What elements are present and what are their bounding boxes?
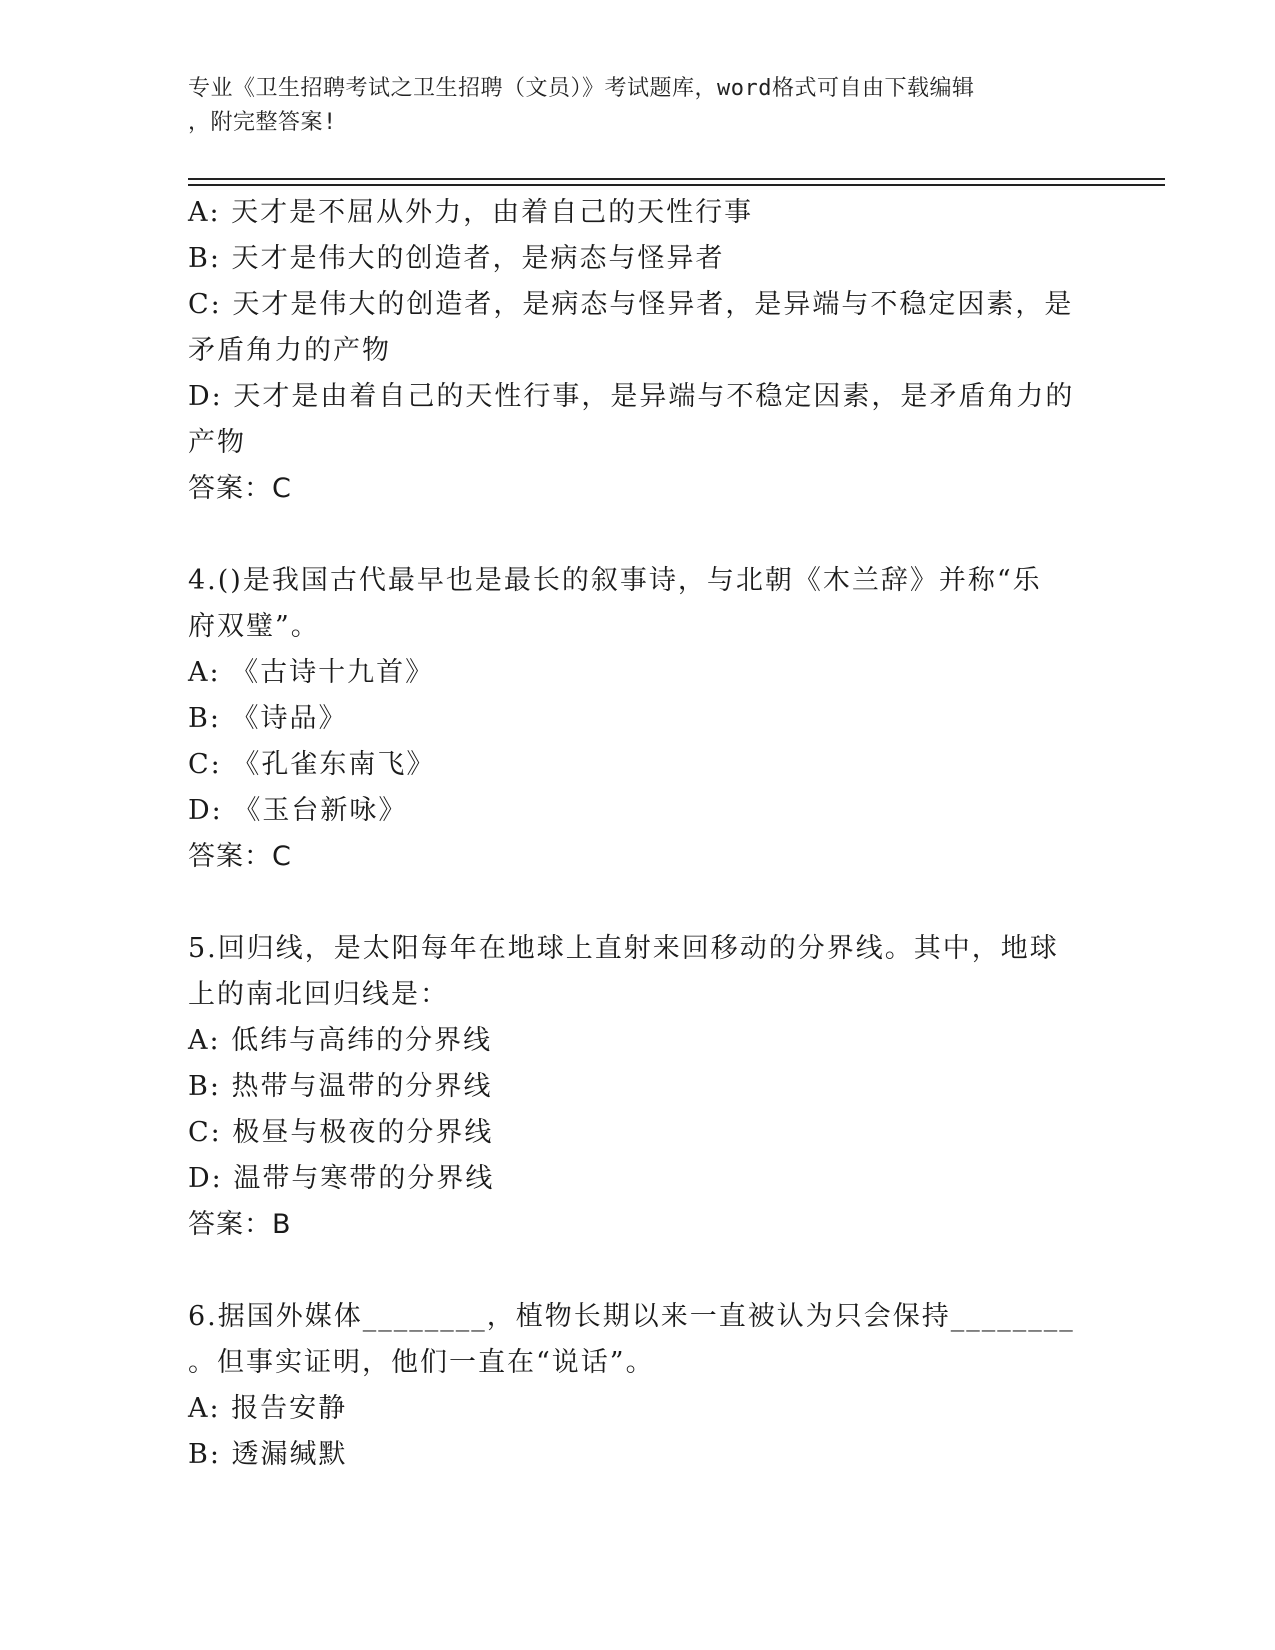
question-text: 5.回归线，是太阳每年在地球上直射来回移动的分界线。其中，地球 xyxy=(188,933,1059,964)
option-b: B: 透漏缄默 xyxy=(188,1439,348,1470)
question-text-continued: 。但事实证明，他们一直在“说话”。 xyxy=(188,1347,655,1378)
spacer xyxy=(188,512,1088,558)
header-divider-top xyxy=(188,178,1165,180)
option-a: A: 低纬与高纬的分界线 xyxy=(188,1025,493,1056)
spacer xyxy=(188,1248,1088,1294)
option-b: B: 天才是伟大的创造者，是病态与怪异者 xyxy=(188,243,725,274)
option-a: A: 报告安静 xyxy=(188,1393,348,1424)
option-d: D: 温带与寒带的分界线 xyxy=(188,1163,495,1194)
header-line-1: 专业《卫生招聘考试之卫生招聘（文员）》考试题库，word格式可自由下载编辑 xyxy=(188,76,975,101)
option-a: A: 天才是不屈从外力，由着自己的天性行事 xyxy=(188,197,754,228)
option-c: C: 《孔雀东南飞》 xyxy=(188,749,436,780)
option-b: B: 《诗品》 xyxy=(188,703,348,734)
question-text-continued: 府双璧”。 xyxy=(188,611,320,642)
question-5 xyxy=(188,926,1088,1248)
answer-line: 答案：C xyxy=(188,473,292,504)
question-3 xyxy=(188,190,1088,512)
question-list xyxy=(188,190,1088,1478)
option-c: C: 极昼与极夜的分界线 xyxy=(188,1117,494,1148)
document-header xyxy=(188,72,1088,140)
spacer xyxy=(188,880,1088,926)
option-a: A: 《古诗十九首》 xyxy=(188,657,435,688)
answer-line: 答案：B xyxy=(188,1209,292,1240)
option-d-continued: 产物 xyxy=(188,427,246,458)
question-6 xyxy=(188,1294,1088,1478)
question-text-continued: 上的南北回归线是： xyxy=(188,979,449,1010)
option-c: C: 天才是伟大的创造者，是病态与怪异者，是异端与不稳定因素，是 xyxy=(188,289,1074,320)
option-d: D: 《玉台新咏》 xyxy=(188,795,408,826)
option-b: B: 热带与温带的分界线 xyxy=(188,1071,493,1102)
header-line-2: ，附完整答案! xyxy=(188,110,337,135)
header-divider-bottom xyxy=(188,184,1165,186)
question-text: 6.据国外媒体________，植物长期以来一直被认为只会保持________ xyxy=(188,1301,1075,1332)
question-4 xyxy=(188,558,1088,880)
question-text: 4.()是我国古代最早也是最长的叙事诗，与北朝《木兰辞》并称“乐 xyxy=(188,565,1042,596)
answer-line: 答案：C xyxy=(188,841,292,872)
option-d: D: 天才是由着自己的天性行事，是异端与不稳定因素，是矛盾角力的 xyxy=(188,381,1075,412)
option-c-continued: 矛盾角力的产物 xyxy=(188,335,391,366)
